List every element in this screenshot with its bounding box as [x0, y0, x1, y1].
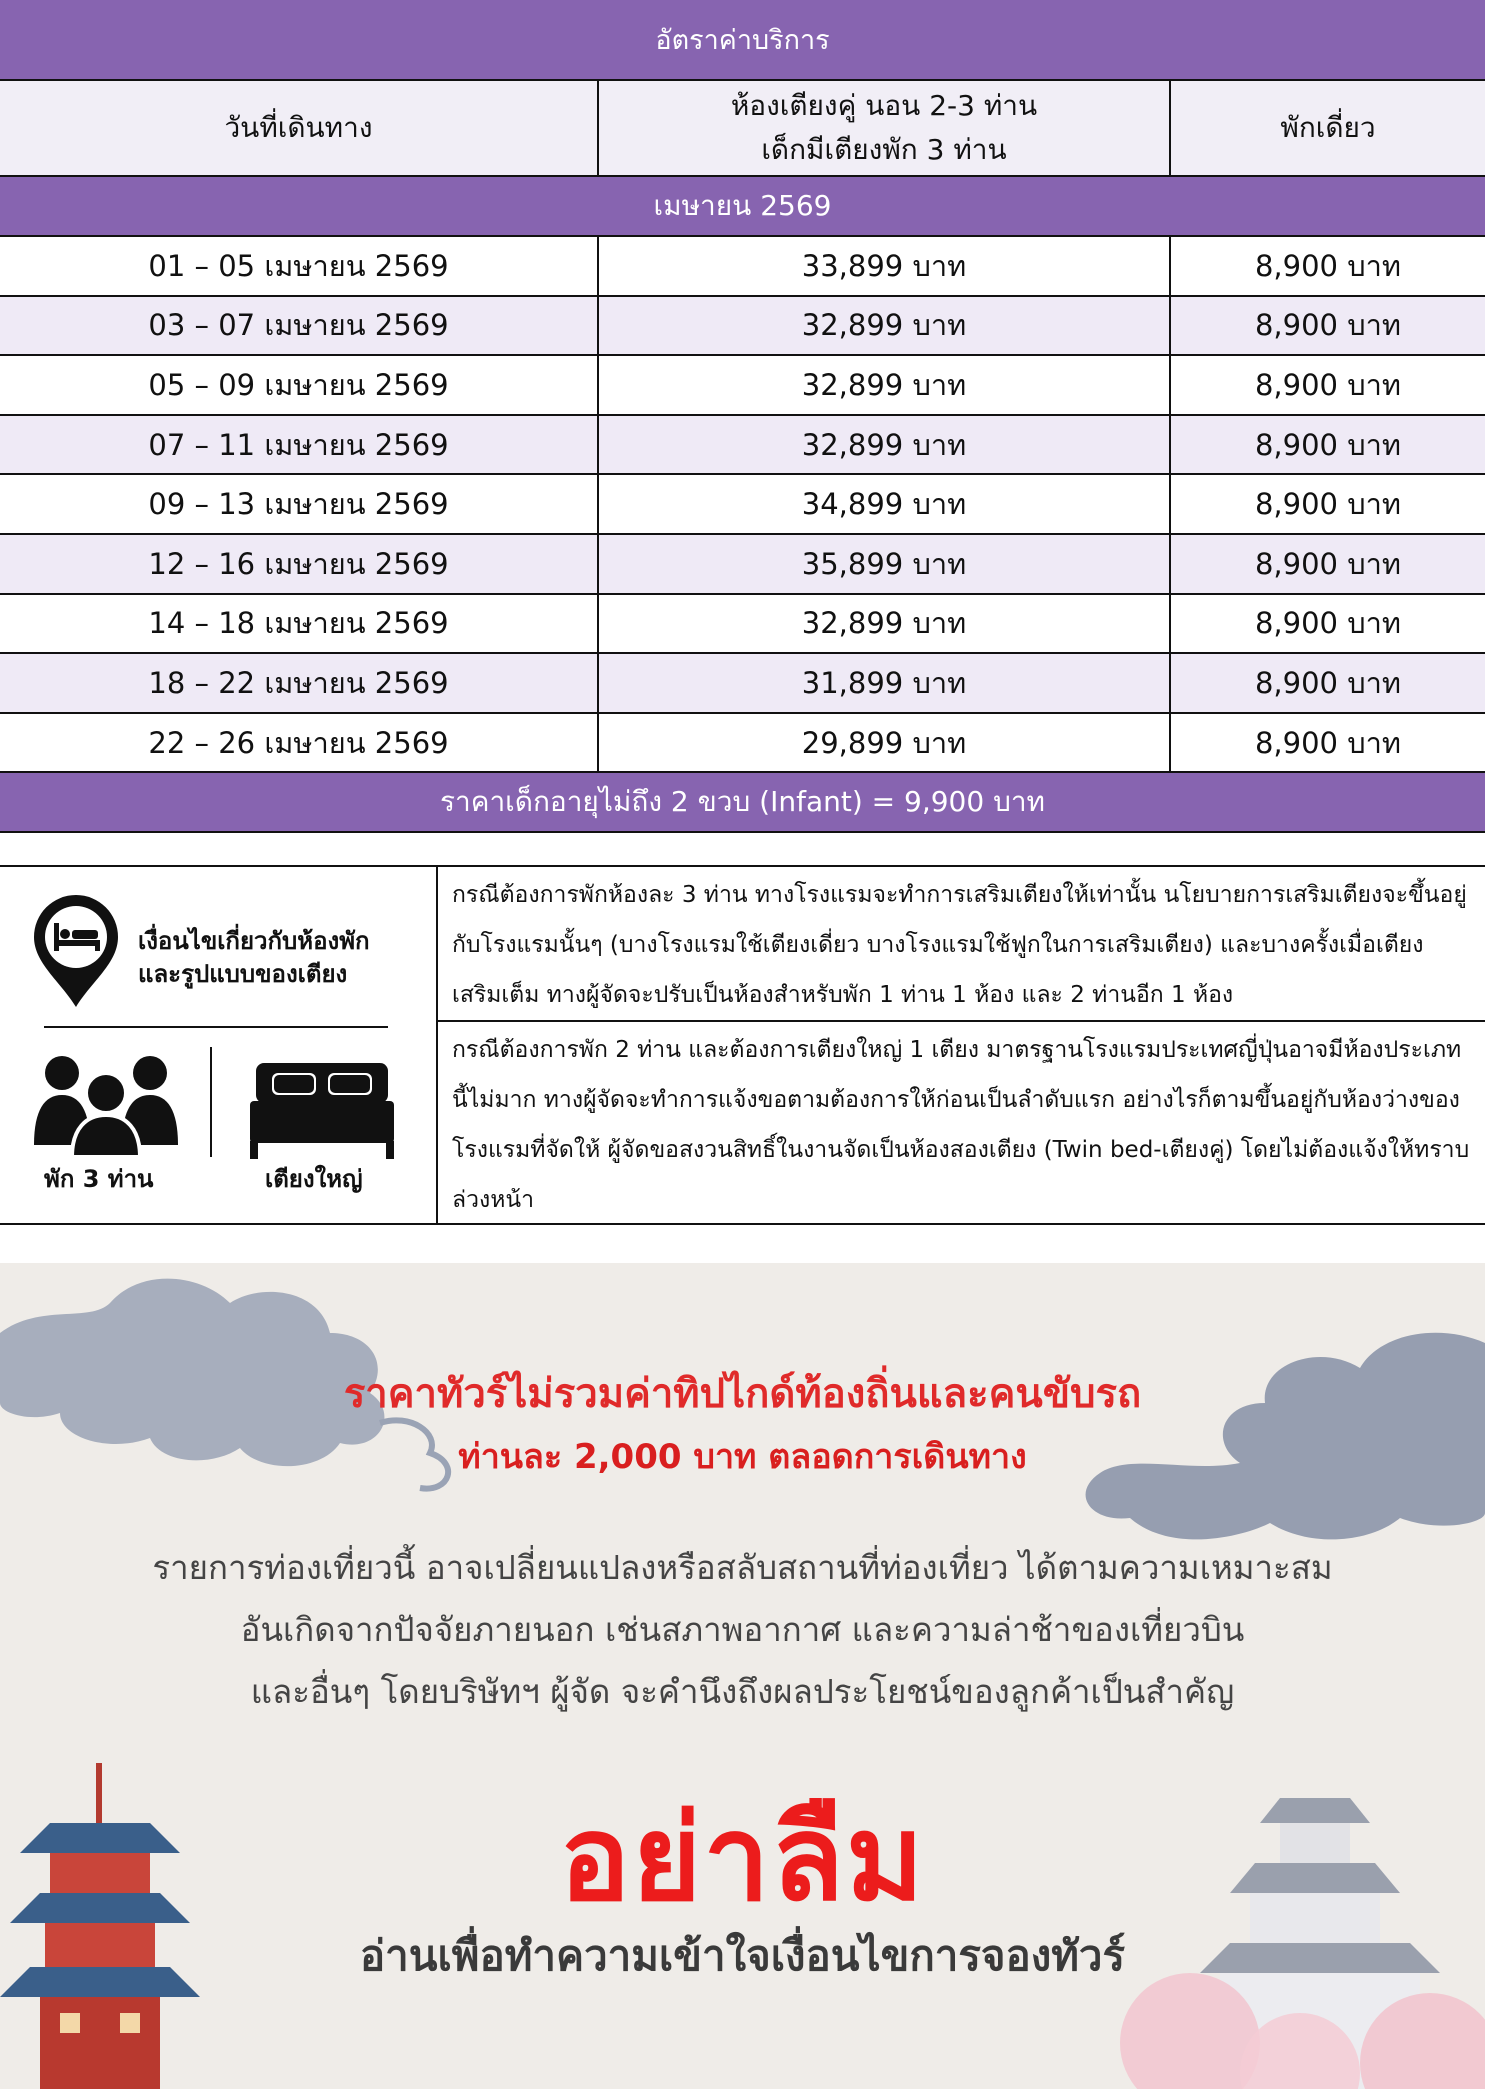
table-row	[0, 534, 1485, 594]
header-twin-line2: เด็กมีเตียงพัก 3 ท่าน	[761, 133, 1007, 166]
tip-line-2: ท่านละ 2,000 บาท ตลอดการเดินทาง	[458, 1437, 1027, 1477]
row-single: 8,900 บาท	[1170, 236, 1485, 296]
row-price: 33,899 บาท	[598, 236, 1170, 296]
table-row	[0, 296, 1485, 356]
price-table	[0, 0, 1485, 833]
room-conditions	[0, 865, 1485, 1225]
tip-line-1: ราคาทัวร์ไม่รวมค่าทิปไกด์ท้องถิ่นและคนขับรถ	[343, 1371, 1142, 1417]
row-date: 07 – 11 เมษายน 2569	[0, 415, 598, 475]
table-row	[0, 653, 1485, 713]
month-label: เมษายน 2569	[0, 176, 1485, 236]
header-single: พักเดี่ยว	[1170, 80, 1485, 176]
row-date: 05 – 09 เมษายน 2569	[0, 355, 598, 415]
heading-line1: เงื่อนไขเกี่ยวกับห้องพัก	[138, 927, 370, 955]
table-row	[0, 236, 1485, 296]
header-twin	[598, 80, 1170, 176]
table-header-row	[0, 80, 1485, 176]
row-date: 22 – 26 เมษายน 2569	[0, 713, 598, 773]
bed-label: เตียงใหญ่	[265, 1165, 363, 1193]
heading-line2: และรูปแบบของเตียง	[138, 960, 348, 988]
room-conditions-heading	[138, 925, 370, 991]
row-single: 8,900 บาท	[1170, 415, 1485, 475]
vertical-divider	[210, 1047, 212, 1157]
header-date: วันที่เดินทาง	[0, 80, 598, 176]
row-date: 03 – 07 เมษายน 2569	[0, 296, 598, 356]
bed-pin-icon	[30, 893, 122, 1011]
infant-row	[0, 772, 1485, 832]
row-single: 8,900 บาท	[1170, 474, 1485, 534]
month-row	[0, 176, 1485, 236]
read-conditions-subheading: อ่านเพื่อทำความเข้าใจเงื่อนไขการจองทัวร์	[359, 1931, 1126, 1980]
table-row	[0, 474, 1485, 534]
notice-line-1: รายการท่องเที่ยวนี้ อาจเปลี่ยนแปลงหรือสลับสถานที่ท่องเที่ยว ได้ตามความเหมาะสม	[152, 1548, 1333, 1587]
condition-double-bed: กรณีต้องการพัก 2 ท่าน และต้องการเตียงใหญ่ 1 เตียง มาตรฐานโรงแรมประเทศญี่ปุ่นอาจมีห้องประเภทนี้ไม่มาก ทางผู้จัดจะทำการแจ้งขอตามต้องการให้ก่อนเป็นลำดับแรก อย่างไรก็ตามขึ้นอยู่กับห้องว่างของโรงแรมที่จัดให้ ผู้จัดขอสงวนสิทธิ์ในงานจัดเป็นห้องสองเตียง (Twin bed-เตียงคู่) โดยไม่ต้องแจ้งให้ทราบล่วงหน้า	[452, 1037, 1470, 1213]
header-twin-line1: ห้องเตียงคู่ นอน 2-3 ท่าน	[730, 89, 1038, 122]
row-date: 09 – 13 เมษายน 2569	[0, 474, 598, 534]
row-single: 8,900 บาท	[1170, 653, 1485, 713]
dont-forget-heading: อย่าลืม	[559, 1789, 926, 1927]
row-date: 14 – 18 เมษายน 2569	[0, 594, 598, 654]
infant-note: ราคาเด็กอายุไม่ถึง 2 ขวบ (Infant) = 9,900 บาท	[0, 772, 1485, 832]
row-price: 35,899 บาท	[598, 534, 1170, 594]
row-price: 32,899 บาท	[598, 415, 1170, 475]
table-row	[0, 594, 1485, 654]
row-single: 8,900 บาท	[1170, 594, 1485, 654]
room-conditions-icons-panel	[0, 867, 438, 1223]
row-single: 8,900 บาท	[1170, 713, 1485, 773]
table-title-row	[0, 0, 1485, 80]
row-price: 32,899 บาท	[598, 296, 1170, 356]
table-row	[0, 355, 1485, 415]
room-conditions-text	[438, 867, 1485, 1223]
row-price: 32,899 บาท	[598, 594, 1170, 654]
table-title: อัตราค่าบริการ	[0, 0, 1485, 80]
row-date: 12 – 16 เมษายน 2569	[0, 534, 598, 594]
row-price: 32,899 บาท	[598, 355, 1170, 415]
row-single: 8,900 บาท	[1170, 534, 1485, 594]
row-date: 01 – 05 เมษายน 2569	[0, 236, 598, 296]
row-price: 34,899 บาท	[598, 474, 1170, 534]
row-date: 18 – 22 เมษายน 2569	[0, 653, 598, 713]
row-price: 29,899 บาท	[598, 713, 1170, 773]
reminder-banner	[0, 1263, 1485, 2089]
condition-triple-room: กรณีต้องการพักห้องละ 3 ท่าน ทางโรงแรมจะทำการเสริมเตียงให้เท่านั้น นโยบายการเสริมเตียงจะขึ้นอยู่กับโรงแรมนั้นๆ (บางโรงแรมใช้เตียงเดี่ยว บางโรงแรมใช้ฟูกในการเสริมเตียง) และบางครั้งเมื่อเตียงเสริมเต็ม ทางผู้จัดจะปรับเป็นห้องสำหรับพัก 1 ท่าน 1 ห้อง และ 2 ท่านอีก 1 ห้อง	[438, 867, 1485, 1022]
divider	[44, 1026, 388, 1028]
row-single: 8,900 บาท	[1170, 296, 1485, 356]
row-single: 8,900 บาท	[1170, 355, 1485, 415]
people-icon	[32, 1049, 180, 1157]
table-row	[0, 713, 1485, 773]
notice-line-3: และอื่นๆ โดยบริษัทฯ ผู้จัด จะคำนึงถึงผลประโยชน์ของลูกค้าเป็นสำคัญ	[250, 1672, 1235, 1711]
double-bed-icon	[248, 1057, 396, 1161]
notice-line-2: อันเกิดจากปัจจัยภายนอก เช่นสภาพอากาศ และความล่าช้าของเที่ยวบิน	[240, 1610, 1245, 1649]
row-price: 31,899 บาท	[598, 653, 1170, 713]
people-label: พัก 3 ท่าน	[44, 1165, 154, 1193]
table-row	[0, 415, 1485, 475]
